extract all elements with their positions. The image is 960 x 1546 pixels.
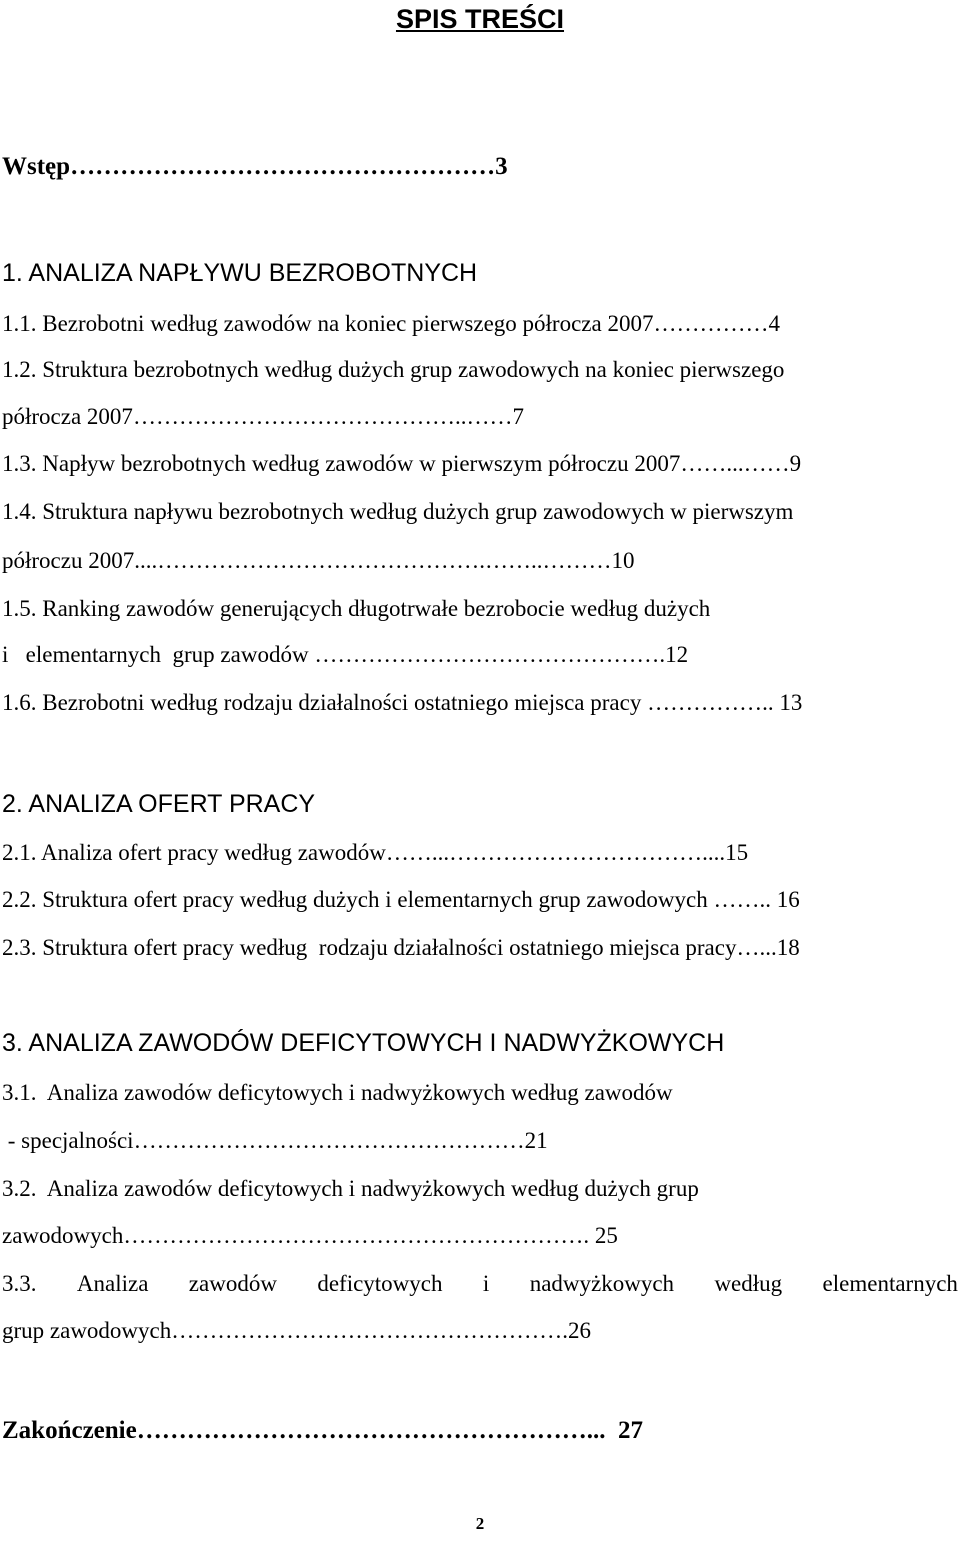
toc-entry-1-4-line2: [2, 546, 958, 576]
toc-page: 25: [589, 1223, 618, 1248]
toc-entry-1-3: [2, 449, 958, 479]
toc-leader-dots: ....…………………………………….……..………: [134, 548, 612, 573]
toc-leader-dots: …………………………………………….: [171, 1318, 569, 1343]
toc-page: ...15: [707, 840, 749, 865]
toc-word: deficytowych: [317, 1271, 443, 1296]
toc-label: 1.4. Struktura napływu bezrobotnych według dużych grup zawodowych w pierwszym: [2, 499, 794, 524]
toc-entry-1-5-line1: [2, 594, 958, 624]
toc-label: półrocza 2007: [2, 404, 133, 429]
toc-label: 2.1. Analiza ofert pracy według zawodów: [2, 840, 386, 865]
toc-label: grup zawodowych: [2, 1318, 172, 1343]
toc-page: 10: [611, 548, 635, 573]
toc-label: zawodowych: [2, 1223, 124, 1248]
toc-label: 1.3. Napływ bezrobotnych według zawodów w pierwszym półroczu 2007: [2, 451, 681, 476]
toc-entry-2-1: [2, 838, 958, 868]
toc-leader-dots: ……………………………………….: [308, 642, 666, 667]
toc-word: nadwyżkowych: [529, 1271, 675, 1296]
toc-page: 9: [789, 451, 802, 476]
toc-word: i: [482, 1271, 490, 1296]
toc-leader-dots: ……………………………………………: [70, 153, 496, 180]
toc-word: zawodów: [188, 1271, 277, 1296]
toc-page: 16: [770, 887, 800, 912]
toc-page: 27: [605, 1417, 643, 1444]
toc-leader-dots: ……………: [653, 311, 769, 336]
toc-entry-3-3-line1: [2, 1269, 958, 1299]
toc-leader-dots: ……...……: [680, 451, 790, 476]
section-heading-2: 2. ANALIZA OFERT PRACY: [2, 790, 316, 818]
toc-entry-3-1-line2: [2, 1126, 958, 1156]
toc-label: półroczu 2007: [2, 548, 135, 573]
toc-page: 26: [568, 1318, 592, 1343]
toc-label: Wstęp: [2, 153, 71, 180]
toc-entry-3-2-line1: [2, 1174, 958, 1204]
toc-word: 3.3.: [2, 1271, 37, 1296]
toc-label: 1.6. Bezrobotni według rodzaju działalności ostatniego miejsca pracy: [2, 690, 642, 715]
toc-entry-2-3: [2, 933, 958, 963]
toc-label: - specjalności: [2, 1128, 134, 1153]
toc-leader-dots: ……………………………………………: [133, 1128, 525, 1153]
toc-page: 7: [512, 404, 524, 429]
section-heading-1: 1. ANALIZA NAPŁYWU BEZROBOTNYCH: [2, 259, 478, 287]
toc-entry-1-6: [2, 688, 958, 718]
toc-leader-dots: …...: [736, 935, 777, 960]
toc-leader-dots: …………………………………………………….: [123, 1223, 590, 1248]
toc-label: 2.2. Struktura ofert pracy według dużych i elementarnych grup zawodowych: [2, 887, 708, 912]
toc-label: 3.2. Analiza zawodów deficytowych i nadwyżkowych według dużych grup: [2, 1176, 699, 1201]
toc-page: 3: [495, 153, 508, 180]
toc-word: według: [714, 1271, 783, 1296]
toc-leader-dots: ……………………………………..……: [132, 404, 513, 429]
toc-label: i elementarnych grup zawodów: [2, 642, 309, 667]
toc-entry-1-1: [2, 309, 958, 339]
toc-leader-dots: ……………..: [641, 690, 774, 715]
toc-entry-1-2-line2: [2, 402, 958, 432]
page-number: 2: [475, 1514, 485, 1533]
toc-word: elementarnych: [822, 1271, 958, 1296]
page-title: SPIS TREŚCI: [395, 4, 565, 34]
section-heading-3: 3. ANALIZA ZAWODÓW DEFICYTOWYCH I NADWYŻKOWYCH: [2, 1029, 725, 1057]
toc-label: 1.2. Struktura bezrobotnych według dużych grup zawodowych na koniec pierwszego: [2, 357, 785, 382]
toc-entry-3-3-line2: [2, 1316, 958, 1346]
toc-entry-intro: [2, 152, 958, 182]
toc-label: 3.1. Analiza zawodów deficytowych i nadwyżkowych według zawodów: [2, 1080, 673, 1105]
toc-entry-3-2-line2: [2, 1221, 958, 1251]
toc-page: 13: [773, 690, 803, 715]
toc-entry-1-5-line2: [2, 640, 958, 670]
toc-entry-conclusion: [2, 1416, 958, 1446]
toc-page: 18: [776, 935, 800, 960]
toc-entry-2-2: [2, 885, 958, 915]
toc-leader-dots: ……..: [707, 887, 771, 912]
toc-entry-3-1-line1: [2, 1078, 958, 1108]
toc-leader-dots: ………………………………………………...: [136, 1417, 606, 1444]
toc-entry-1-4-line1: [2, 497, 958, 527]
toc-label: 1.1. Bezrobotni według zawodów na koniec pierwszego półrocza 2007: [2, 311, 654, 336]
toc-page: 21: [524, 1128, 548, 1153]
toc-leader-dots: ……...…………………………….: [385, 840, 708, 865]
toc-word: Analiza: [76, 1271, 149, 1296]
toc-entry-1-2-line1: [2, 355, 958, 385]
toc-label: Zakończenie: [2, 1417, 137, 1444]
toc-label: 2.3. Struktura ofert pracy według rodzaju działalności ostatniego miejsca pracy: [2, 935, 737, 960]
toc-page: 12: [665, 642, 689, 667]
toc-label: 1.5. Ranking zawodów generujących długotrwałe bezrobocie według dużych: [2, 596, 711, 621]
toc-page: 4: [768, 311, 780, 336]
